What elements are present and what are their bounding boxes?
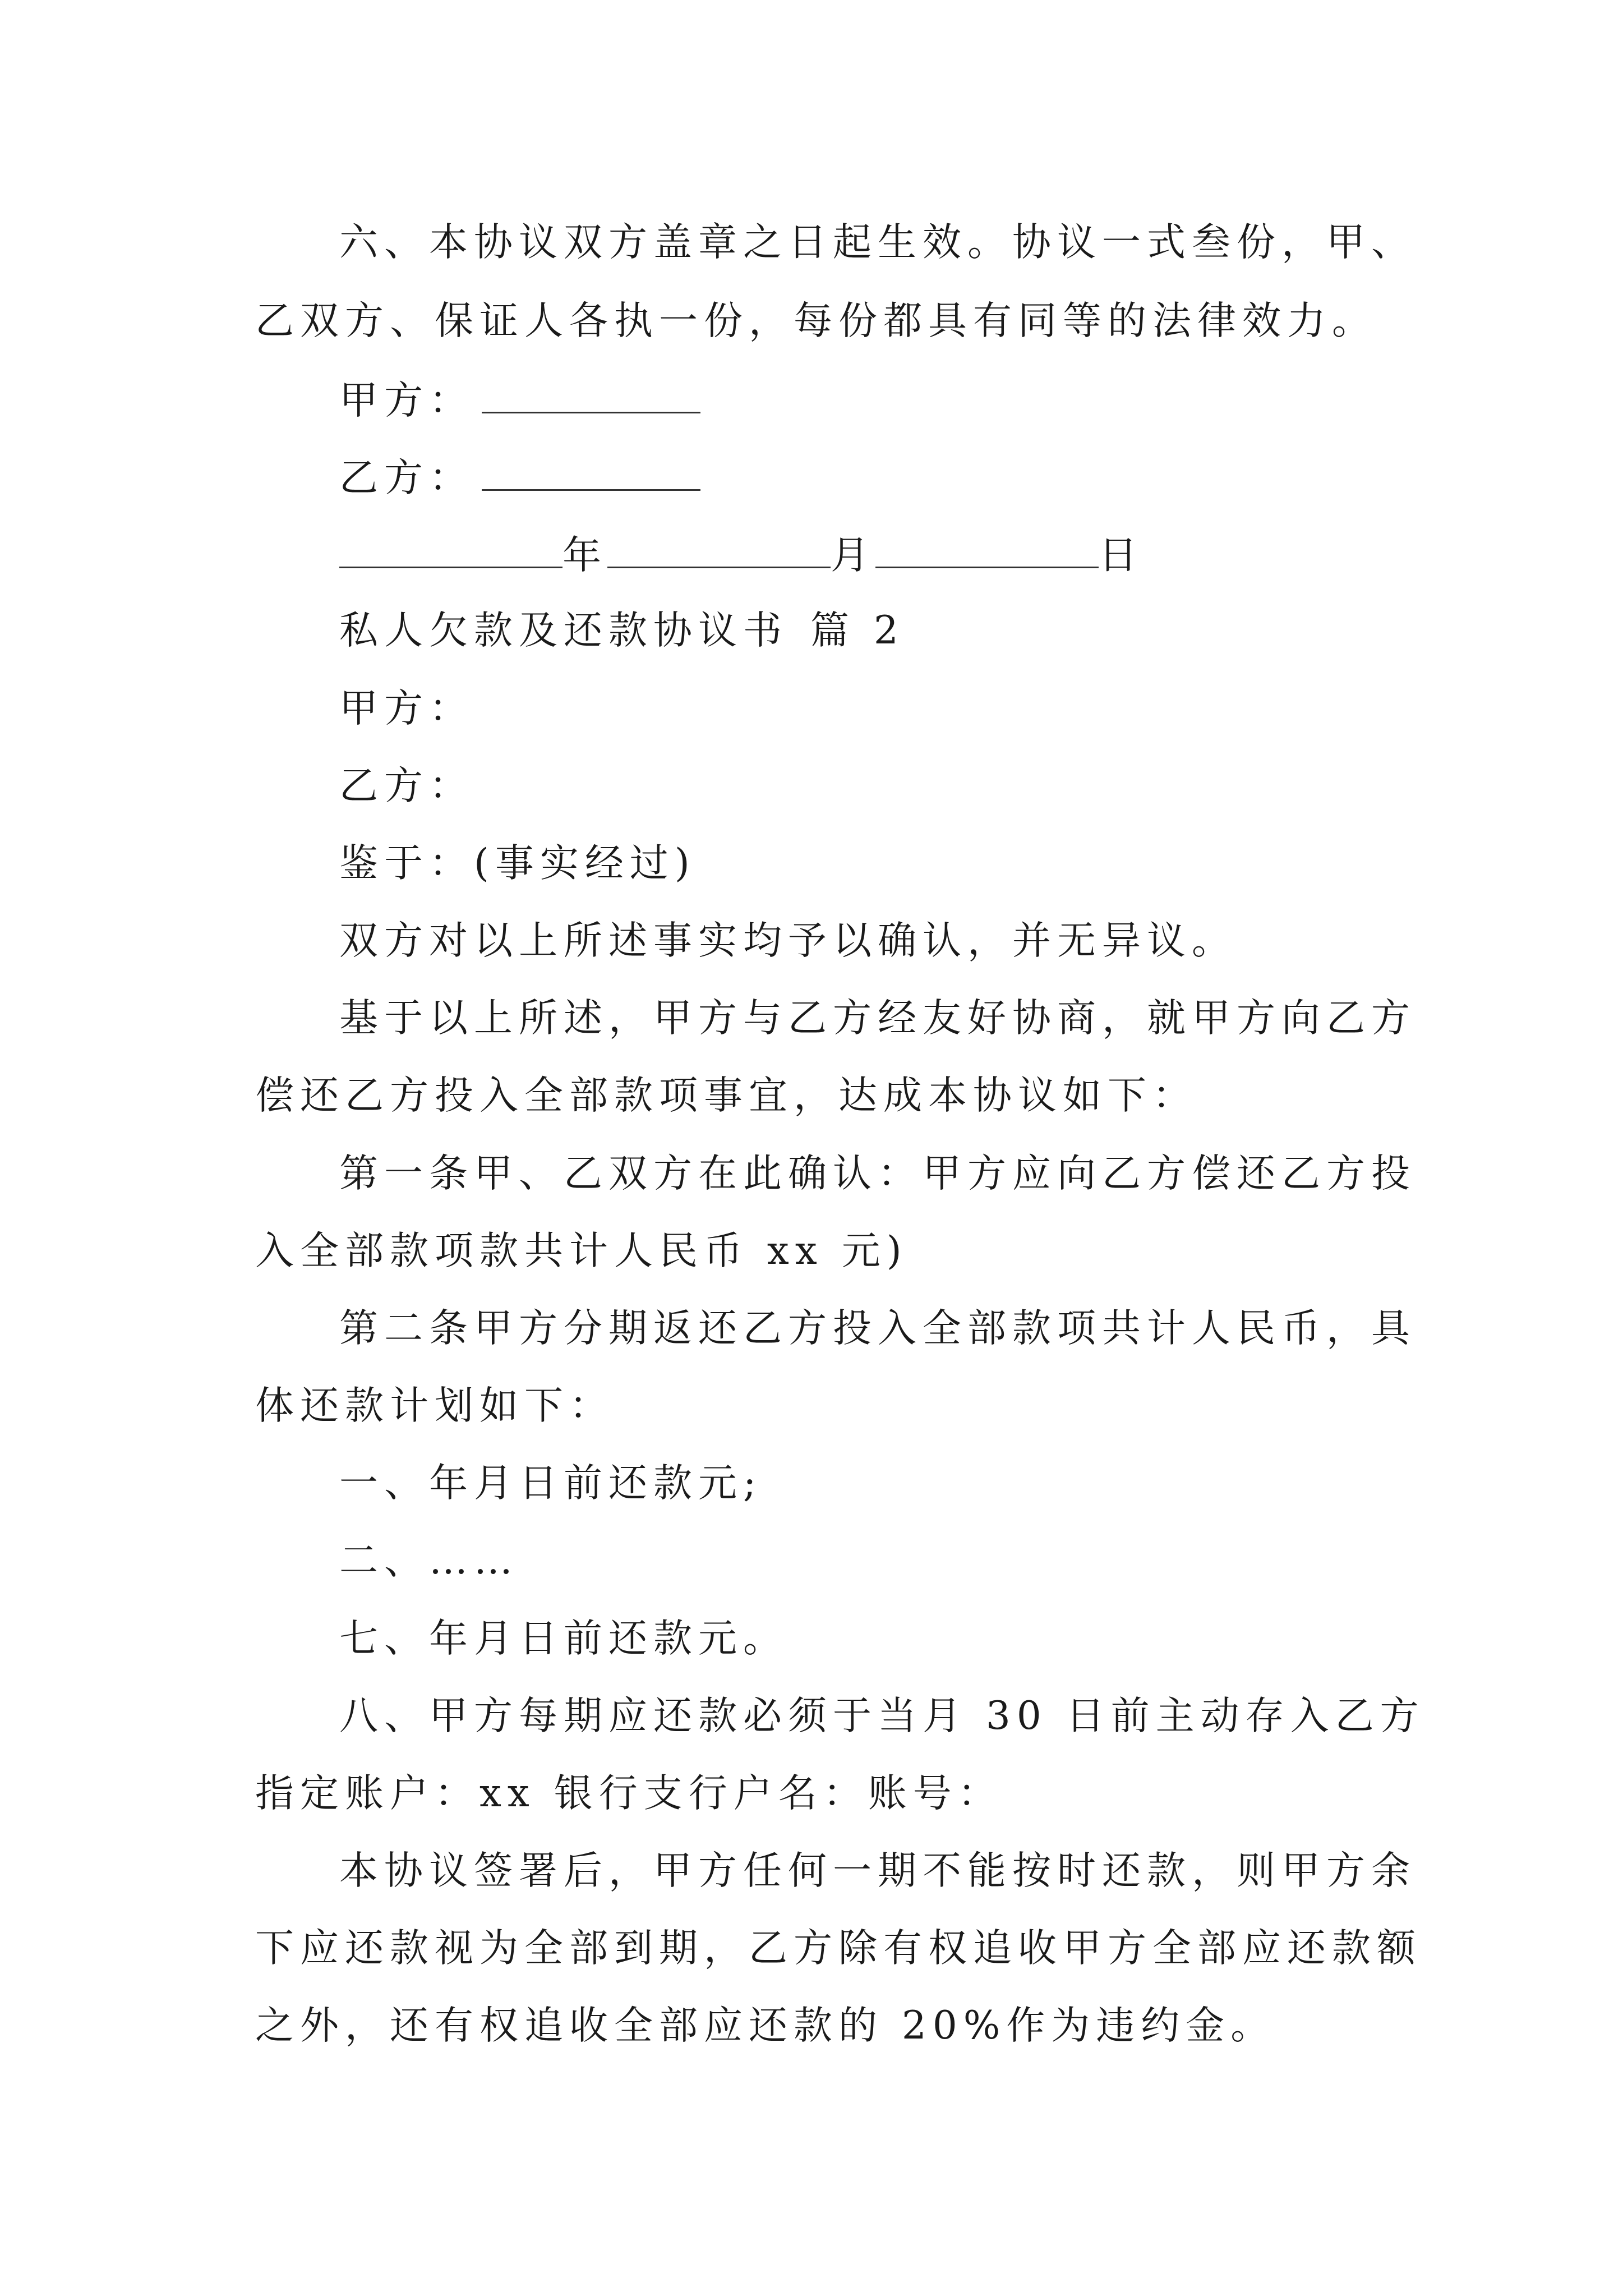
article1-line2: 入全部款项款共计人民币 xx 元) [255, 1228, 908, 1273]
date-year-blank [339, 534, 562, 568]
signature-party-b [339, 457, 700, 498]
whereas-line: 鉴于：(事实经过) [339, 841, 696, 886]
article2-line1: 第二条甲方分期返还乙方投入全部款项共计人民币，具 [339, 1306, 1416, 1351]
default-line2: 下应还款视为全部到期，乙方除有权追收甲方全部应还款额 [255, 1926, 1422, 1971]
signature-party-a-label: 甲方： [339, 378, 474, 423]
party-a-label: 甲方： [339, 686, 474, 731]
article8-line2: 指定账户：xx 银行支行户名：账号： [255, 1771, 1003, 1816]
article6-line1: 六、本协议双方盖章之日起生效。协议一式叁份，甲、 [339, 220, 1416, 265]
date-day-label: 日 [1099, 533, 1144, 578]
section-heading [339, 608, 905, 653]
signature-party-a [339, 378, 700, 423]
signature-party-b-blank [482, 457, 700, 491]
basis-line1: 基于以上所述，甲方与乙方经友好协商，就甲方向乙方 [339, 996, 1416, 1041]
date-year-label: 年 [562, 533, 607, 578]
signature-party-b-label: 乙方： [339, 455, 474, 500]
plan-item-2: 二、…… [339, 1538, 519, 1583]
date-month-blank [607, 534, 831, 568]
basis-line2: 偿还乙方投入全部款项事宜，达成本协议如下： [255, 1073, 1197, 1118]
default-line3: 之外，还有权追收全部应还款的 20%作为违约金。 [255, 2003, 1276, 2048]
party-b-label: 乙方： [339, 763, 474, 808]
date-month-label: 月 [831, 533, 875, 578]
article2-line2: 体还款计划如下： [255, 1383, 614, 1428]
article8-line1: 八、甲方每期应还款必须于当月 30 日前主动存入乙方 [339, 1694, 1425, 1738]
date-day-blank [875, 534, 1099, 568]
plan-item-1: 一、年月日前还款元; [339, 1461, 763, 1506]
article6-line2: 乙双方、保证人各执一份，每份都具有同等的法律效力。 [255, 298, 1377, 343]
article1-line1: 第一条甲、乙双方在此确认：甲方应向乙方偿还乙方投 [339, 1151, 1416, 1196]
plan-item-7: 七、年月日前还款元。 [339, 1616, 788, 1661]
confirm-line: 双方对以上所述事实均予以确认，并无异议。 [339, 918, 1237, 963]
signature-party-a-blank [482, 379, 700, 413]
date-line [339, 533, 1144, 578]
default-line1: 本协议签署后，甲方任何一期不能按时还款，则甲方余 [339, 1848, 1416, 1893]
section-title: 私人欠款及还款协议书 [339, 608, 788, 653]
section-number: 篇 2 [810, 608, 905, 653]
